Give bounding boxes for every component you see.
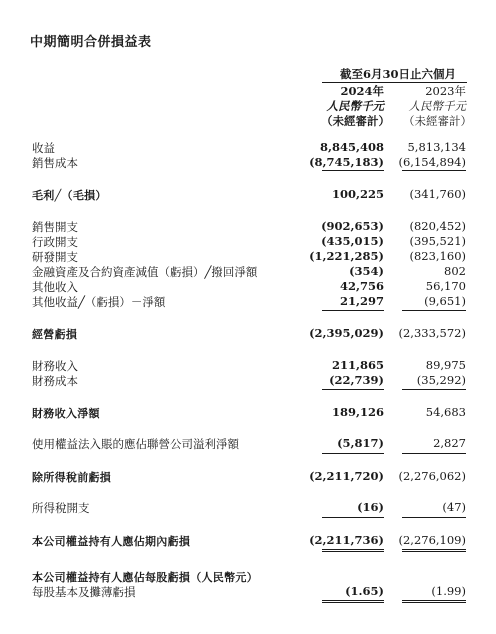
value-2023: (47) bbox=[442, 500, 466, 514]
subtotal-line-2 bbox=[402, 517, 466, 518]
value-2023: 89,975 bbox=[425, 358, 466, 372]
row-operating-loss bbox=[0, 326, 496, 342]
row-other-income bbox=[0, 279, 496, 295]
value-2024: (902,653) bbox=[321, 219, 384, 233]
value-2024: (8,745,183) bbox=[309, 155, 384, 169]
value-2023: 802 bbox=[444, 264, 466, 278]
row-gross-profit bbox=[0, 187, 496, 203]
value-2024: 100,225 bbox=[331, 187, 384, 201]
value-2024: (5,817) bbox=[337, 436, 384, 450]
value-2023: (9,651) bbox=[424, 294, 466, 308]
value-2023: (1.99) bbox=[431, 584, 466, 598]
value-2023: (6,154,894) bbox=[398, 155, 466, 169]
row-net-finance-income bbox=[0, 405, 496, 421]
value-2024: (2,211,736) bbox=[309, 533, 384, 547]
subtotal-line-1 bbox=[322, 389, 384, 390]
row-label: 其他收入 bbox=[32, 280, 78, 294]
value-2024: (2,211,720) bbox=[309, 469, 384, 483]
row-label: 毛利╱（毛損） bbox=[32, 189, 107, 202]
value-2024: (1.65) bbox=[345, 584, 384, 598]
row-label: 每股基本及攤薄虧損 bbox=[32, 585, 136, 599]
value-2023: (820,452) bbox=[409, 219, 466, 233]
value-2023: (2,276,109) bbox=[398, 533, 466, 547]
value-2023: 56,170 bbox=[425, 279, 466, 293]
row-loss-before-tax bbox=[0, 469, 496, 485]
value-2024: (435,015) bbox=[321, 234, 384, 248]
row-cost-of-sales bbox=[0, 155, 496, 171]
col2-unit: 人民幣千元 bbox=[408, 99, 466, 113]
subtotal-line-1 bbox=[322, 517, 384, 518]
col1-audit-note: （未經審計） bbox=[321, 114, 390, 128]
subtotal-line-2 bbox=[402, 170, 466, 171]
value-2024: (2,395,029) bbox=[309, 326, 384, 340]
row-label: 銷售開支 bbox=[32, 220, 78, 234]
total-line-1 bbox=[322, 549, 384, 550]
col2-year: 2023年 bbox=[425, 84, 466, 98]
row-selling-expenses bbox=[0, 219, 496, 235]
total-line-1b bbox=[322, 551, 384, 552]
row-label: 財務成本 bbox=[32, 374, 78, 388]
total-line-1b bbox=[322, 602, 384, 603]
value-2023: (35,292) bbox=[416, 373, 466, 387]
row-label: 收益 bbox=[32, 141, 55, 155]
subtotal-line-1 bbox=[322, 170, 384, 171]
col1-unit: 人民幣千元 bbox=[326, 99, 384, 113]
value-2024: 42,756 bbox=[339, 279, 384, 293]
period-header: 截至6月30日止六個月 bbox=[339, 67, 456, 81]
value-2024: (16) bbox=[357, 500, 384, 514]
value-2024: 189,126 bbox=[331, 405, 384, 419]
row-label: 金融資產及合約資產減值（虧損）╱撥回淨額 bbox=[32, 265, 258, 279]
statement-title: 中期簡明合併損益表 bbox=[30, 35, 152, 50]
row-share-of-associates bbox=[0, 436, 496, 452]
value-2023: 54,683 bbox=[425, 405, 466, 419]
row-eps bbox=[0, 584, 496, 600]
row-finance-costs bbox=[0, 373, 496, 389]
value-2024: (22,739) bbox=[329, 373, 384, 387]
row-rd-expenses bbox=[0, 249, 496, 265]
value-2023: (823,160) bbox=[409, 249, 466, 263]
total-line-2b bbox=[402, 602, 466, 603]
total-line-2 bbox=[402, 549, 466, 550]
row-label: 銷售成本 bbox=[32, 156, 78, 170]
subtotal-line-2 bbox=[402, 453, 466, 454]
value-2023: 5,813,134 bbox=[407, 140, 466, 154]
value-2024: 8,845,408 bbox=[319, 140, 384, 154]
row-other-gains bbox=[0, 294, 496, 310]
row-admin-expenses bbox=[0, 234, 496, 250]
row-eps-heading bbox=[0, 569, 496, 585]
row-income-tax bbox=[0, 500, 496, 516]
value-2024: (354) bbox=[349, 264, 384, 278]
subtotal-line-2 bbox=[402, 310, 466, 311]
row-label: 經營虧損 bbox=[32, 328, 78, 341]
row-label: 除所得稅前虧損 bbox=[32, 471, 112, 484]
total-line-2 bbox=[402, 600, 466, 601]
row-label: 本公司權益持有人應佔每股虧損（人民幣元） bbox=[32, 571, 258, 584]
col1-year: 2024年 bbox=[340, 84, 384, 98]
row-label: 研發開支 bbox=[32, 250, 78, 264]
value-2023: (2,333,572) bbox=[398, 326, 466, 340]
row-finance-income bbox=[0, 358, 496, 374]
value-2023: 2,827 bbox=[433, 436, 466, 450]
value-2023: (395,521) bbox=[409, 234, 466, 248]
value-2024: 21,297 bbox=[339, 294, 384, 308]
row-label: 本公司權益持有人應佔期內虧損 bbox=[32, 535, 191, 548]
row-label: 行政開支 bbox=[32, 235, 78, 249]
col2-audit-note: （未經審計） bbox=[403, 114, 472, 128]
value-2024: (1,221,285) bbox=[309, 249, 384, 263]
row-label: 使用權益法入賬的應佔聯營公司溢利淨額 bbox=[32, 437, 239, 451]
value-2023: (341,760) bbox=[409, 187, 466, 201]
row-impairment bbox=[0, 264, 496, 280]
subtotal-line-1 bbox=[322, 310, 384, 311]
subtotal-line-2 bbox=[402, 389, 466, 390]
row-revenue bbox=[0, 140, 496, 156]
row-label: 其他收益╱（虧損）－淨額 bbox=[32, 295, 166, 309]
row-label: 財務收入淨額 bbox=[32, 407, 100, 420]
value-2023: (2,276,062) bbox=[398, 469, 466, 483]
total-line-2b bbox=[402, 551, 466, 552]
row-label: 財務收入 bbox=[32, 359, 78, 373]
total-line-1 bbox=[322, 600, 384, 601]
row-loss-for-period bbox=[0, 533, 496, 549]
subtotal-line-1 bbox=[322, 453, 384, 454]
value-2024: 211,865 bbox=[331, 358, 384, 372]
row-label: 所得稅開支 bbox=[32, 501, 90, 515]
